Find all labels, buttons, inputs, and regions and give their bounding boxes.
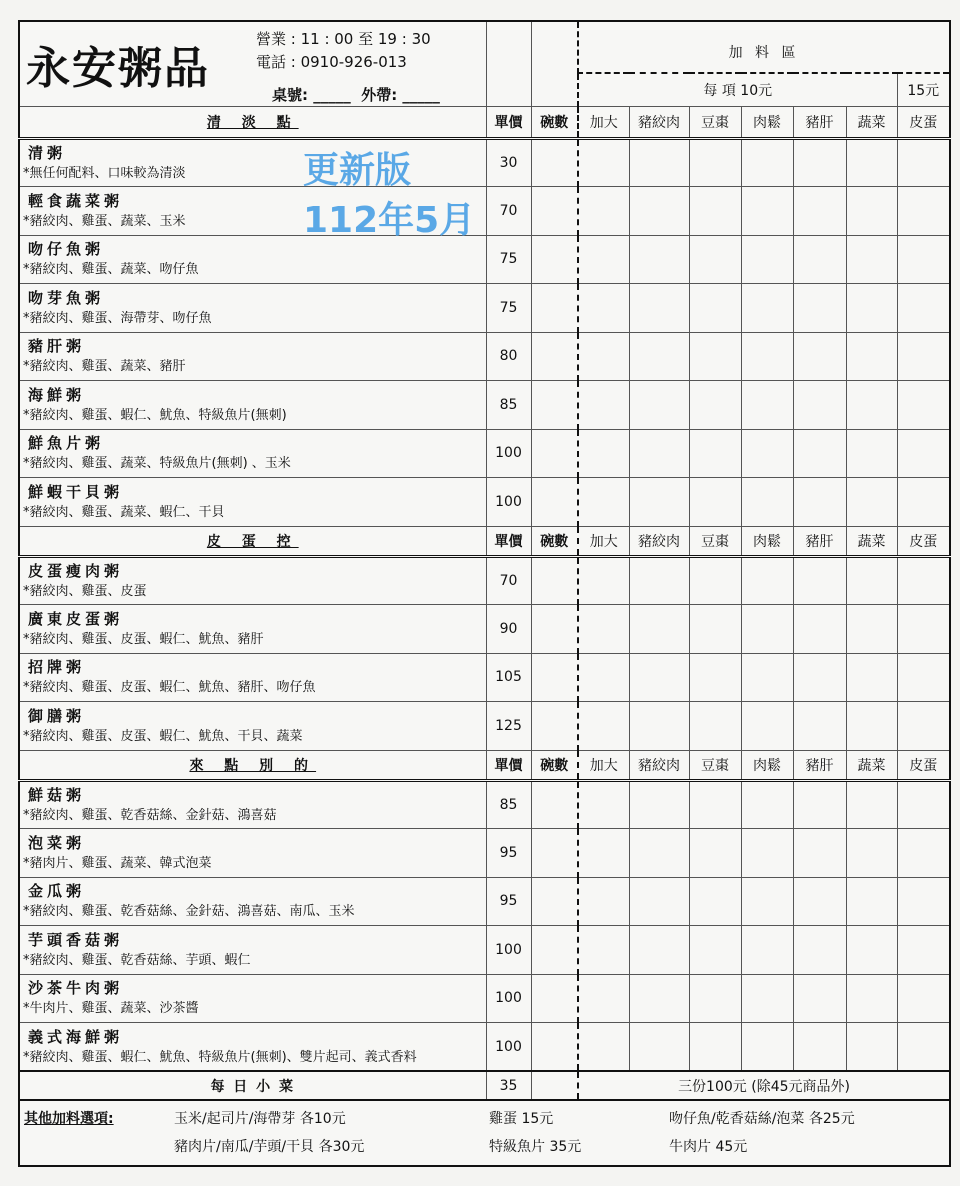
addon-column-header: 豬絞肉 <box>629 526 689 556</box>
item-price: 100 <box>486 1023 531 1072</box>
menu-item-row <box>19 235 950 284</box>
addon-column-header: 蔬菜 <box>846 526 897 556</box>
item-name: 沙茶牛肉粥 <box>28 979 124 998</box>
bowls-column-header: 碗數 <box>531 106 578 138</box>
addon-cell[interactable] <box>846 381 897 430</box>
addon-cell[interactable] <box>741 556 793 605</box>
addon-cell[interactable] <box>578 702 629 751</box>
addon-cell[interactable] <box>846 478 897 527</box>
addon-column-header: 肉鬆 <box>741 106 793 138</box>
addon-cell[interactable] <box>578 381 629 430</box>
item-price: 75 <box>486 284 531 333</box>
addon-cell[interactable] <box>897 877 950 926</box>
addon-cell[interactable] <box>793 974 846 1023</box>
menu-item <box>19 381 486 430</box>
menu-item-row <box>19 926 950 975</box>
addon-cell[interactable] <box>741 702 793 751</box>
item-name: 海鮮粥 <box>28 385 86 404</box>
addon-cell[interactable] <box>578 284 629 333</box>
addon-cell[interactable] <box>897 926 950 975</box>
addon-column-header: 豬絞肉 <box>629 106 689 138</box>
addon-cell[interactable] <box>793 332 846 381</box>
addon-cell[interactable] <box>897 381 950 430</box>
addon-cell[interactable] <box>629 1023 689 1072</box>
addon-cell[interactable] <box>741 187 793 236</box>
item-description: *豬絞肉、雞蛋、蝦仁、魷魚、特級魚片(無刺)、雙片起司、義式香料 <box>23 1049 417 1065</box>
addon-cell[interactable] <box>897 138 950 187</box>
bowl-count-cell[interactable] <box>531 829 578 878</box>
bowl-count-cell[interactable] <box>531 284 578 333</box>
item-name: 鮮魚片粥 <box>28 434 105 453</box>
item-price: 100 <box>486 926 531 975</box>
menu-item-row <box>19 556 950 605</box>
addon-cell[interactable] <box>846 187 897 236</box>
addon-cell[interactable] <box>793 429 846 478</box>
addon-option: 玉米/起司片/海帶芽 各10元 <box>174 1111 346 1127</box>
addon-cell[interactable] <box>846 332 897 381</box>
item-description: *豬絞肉、雞蛋、蝦仁、魷魚、特級魚片(無刺) <box>23 407 287 423</box>
addon-cell[interactable] <box>897 284 950 333</box>
addon-cell[interactable] <box>629 829 689 878</box>
addon-option: 吻仔魚/乾香菇絲/泡菜 各25元 <box>669 1111 855 1127</box>
addon-cell[interactable] <box>897 1023 950 1072</box>
addon-column-header: 豬絞肉 <box>629 750 689 780</box>
item-description: *豬絞肉、雞蛋、蔬菜、吻仔魚 <box>23 262 199 278</box>
item-description: *豬絞肉、雞蛋、蔬菜、玉米 <box>23 213 186 229</box>
addon-cell[interactable] <box>629 605 689 654</box>
addon-cell[interactable] <box>741 926 793 975</box>
addon-cell[interactable] <box>897 605 950 654</box>
addon-cell[interactable] <box>629 138 689 187</box>
section-title: 清 淡 點 <box>19 106 486 138</box>
menu-item <box>19 332 486 381</box>
addon-cell[interactable] <box>741 478 793 527</box>
addon-column-header: 豬肝 <box>793 526 846 556</box>
item-description: *豬絞肉、雞蛋、皮蛋 <box>23 583 147 599</box>
item-description: *豬絞肉、雞蛋、皮蛋、蝦仁、魷魚、豬肝、吻仔魚 <box>23 680 316 696</box>
daily-side-price: 35 <box>486 1071 531 1100</box>
item-price: 30 <box>486 138 531 187</box>
other-addons-row <box>19 1100 950 1166</box>
other-addons <box>19 1100 950 1166</box>
item-description: *無任何配料、口味較為清淡 <box>23 165 186 181</box>
addon-cell[interactable] <box>897 478 950 527</box>
addon-cell[interactable] <box>578 556 629 605</box>
menu-item <box>19 556 486 605</box>
addon-cell[interactable] <box>629 187 689 236</box>
item-name: 輕食蔬菜粥 <box>28 191 124 210</box>
addon-cell[interactable] <box>689 556 741 605</box>
egg-addon-price: 15元 <box>897 73 950 106</box>
bowl-count-cell[interactable] <box>531 974 578 1023</box>
addon-cell[interactable] <box>846 605 897 654</box>
addon-cell[interactable] <box>578 429 629 478</box>
addon-option: 牛肉片 45元 <box>669 1139 748 1155</box>
daily-bowl-count[interactable] <box>531 1071 578 1100</box>
addon-option: 豬肉片/南瓜/芋頭/干貝 各30元 <box>174 1139 365 1155</box>
stamp-line1: 更新版 <box>303 150 412 191</box>
other-addons-label: 其他加料選項: <box>24 1111 114 1127</box>
menu-item <box>19 284 486 333</box>
update-stamp <box>303 146 475 246</box>
addon-cell[interactable] <box>741 829 793 878</box>
item-name: 鮮蝦干貝粥 <box>28 482 124 501</box>
addon-column-header: 蔬菜 <box>846 106 897 138</box>
item-name: 皮蛋瘦肉粥 <box>28 561 124 580</box>
daily-side-name: 每 日 小 菜 <box>19 1071 486 1100</box>
item-name: 廣東皮蛋粥 <box>28 609 124 628</box>
menu-item-row <box>19 702 950 751</box>
bowl-count-cell[interactable] <box>531 556 578 605</box>
menu-item <box>19 478 486 527</box>
addon-column-header: 豆棗 <box>689 106 741 138</box>
addon-cell[interactable] <box>793 138 846 187</box>
addon-column-header: 豆棗 <box>689 526 741 556</box>
addon-cell[interactable] <box>793 605 846 654</box>
daily-side-deal: 三份100元 (除45元商品外) <box>578 1071 950 1100</box>
addon-cell[interactable] <box>629 381 689 430</box>
shop-logo: 永安粥品 <box>26 43 210 94</box>
addon-cell[interactable] <box>846 235 897 284</box>
addon-cell[interactable] <box>689 1023 741 1072</box>
addon-cell[interactable] <box>793 877 846 926</box>
section-title: 皮 蛋 控 <box>19 526 486 556</box>
item-name: 鮮菇粥 <box>28 785 86 804</box>
daily-side-row <box>19 1071 950 1100</box>
addon-cell[interactable] <box>846 829 897 878</box>
addon-cell[interactable] <box>578 605 629 654</box>
addon-cell[interactable] <box>793 284 846 333</box>
addon-cell[interactable] <box>741 138 793 187</box>
addon-cell[interactable] <box>846 702 897 751</box>
takeout-field[interactable]: 外帶: _____ <box>361 86 440 104</box>
addon-cell[interactable] <box>578 187 629 236</box>
item-description: *豬肉片、雞蛋、蔬菜、韓式泡菜 <box>23 855 212 871</box>
addon-cell[interactable] <box>741 332 793 381</box>
bowls-column-header: 碗數 <box>531 526 578 556</box>
menu-item-row <box>19 284 950 333</box>
addon-cell[interactable] <box>578 780 629 829</box>
addon-column-header: 豆棗 <box>689 750 741 780</box>
bowls-column-header: 碗數 <box>531 750 578 780</box>
menu-item-row <box>19 605 950 654</box>
item-name: 泡菜粥 <box>28 833 86 852</box>
menu-item-row <box>19 780 950 829</box>
addon-cell[interactable] <box>689 926 741 975</box>
item-description: *豬絞肉、雞蛋、乾香菇絲、金針菇、鴻喜菇 <box>23 807 277 823</box>
bowl-count-cell[interactable] <box>531 653 578 702</box>
bowl-count-cell[interactable] <box>531 478 578 527</box>
bowl-count-cell[interactable] <box>531 780 578 829</box>
item-price: 100 <box>486 478 531 527</box>
addon-cell[interactable] <box>689 381 741 430</box>
item-name: 御膳粥 <box>28 706 86 725</box>
addon-zone-title: 加 料 區 <box>578 21 950 73</box>
addon-column-header: 豬肝 <box>793 750 846 780</box>
item-name: 義式海鮮粥 <box>28 1027 124 1046</box>
menu-item <box>19 653 486 702</box>
addon-cell[interactable] <box>689 780 741 829</box>
item-price: 80 <box>486 332 531 381</box>
addon-cell[interactable] <box>629 235 689 284</box>
item-name: 吻仔魚粥 <box>28 240 105 259</box>
item-name: 吻芽魚粥 <box>28 288 105 307</box>
addon-cell[interactable] <box>689 877 741 926</box>
item-name: 清粥 <box>28 143 67 162</box>
addon-cell[interactable] <box>846 877 897 926</box>
menu-item <box>19 1023 486 1072</box>
item-price: 100 <box>486 974 531 1023</box>
addon-column-header: 皮蛋 <box>897 106 950 138</box>
item-description: *豬絞肉、雞蛋、皮蛋、蝦仁、魷魚、干貝、蔬菜 <box>23 728 303 744</box>
addon-cell[interactable] <box>741 974 793 1023</box>
addon-cell[interactable] <box>629 702 689 751</box>
addon-cell[interactable] <box>578 877 629 926</box>
addon-cell[interactable] <box>741 429 793 478</box>
section-title: 來 點 別 的 <box>19 750 486 780</box>
menu-item <box>19 926 486 975</box>
addon-cell[interactable] <box>741 780 793 829</box>
menu-item-row <box>19 478 950 527</box>
addon-cell[interactable] <box>741 877 793 926</box>
item-price: 70 <box>486 556 531 605</box>
addon-column-header: 加大 <box>578 526 629 556</box>
item-description: *豬絞肉、雞蛋、蔬菜、特級魚片(無刺) 、玉米 <box>23 456 291 472</box>
addon-cell[interactable] <box>897 429 950 478</box>
addon-cell[interactable] <box>793 653 846 702</box>
addon-cell[interactable] <box>629 877 689 926</box>
addon-cell[interactable] <box>846 429 897 478</box>
addon-cell[interactable] <box>897 187 950 236</box>
addon-cell[interactable] <box>897 556 950 605</box>
addon-cell[interactable] <box>578 332 629 381</box>
menu-item-row <box>19 1023 950 1072</box>
menu-item-row <box>19 138 950 187</box>
price-column-header: 單價 <box>486 750 531 780</box>
addon-cell[interactable] <box>629 974 689 1023</box>
section-header-row <box>19 526 950 556</box>
item-price: 70 <box>486 187 531 236</box>
addon-cell[interactable] <box>629 332 689 381</box>
addon-cell[interactable] <box>846 1023 897 1072</box>
table-number-field[interactable]: 桌號: _____ <box>272 86 351 104</box>
addon-column-header: 豬肝 <box>793 106 846 138</box>
section-header-row <box>19 106 950 138</box>
addon-cell[interactable] <box>629 780 689 829</box>
item-price: 105 <box>486 653 531 702</box>
addon-cell[interactable] <box>897 829 950 878</box>
addon-column-header: 蔬菜 <box>846 750 897 780</box>
addon-cell[interactable] <box>578 138 629 187</box>
addon-cell[interactable] <box>629 429 689 478</box>
menu-item <box>19 429 486 478</box>
addon-cell[interactable] <box>629 284 689 333</box>
item-price: 85 <box>486 381 531 430</box>
menu-item-row <box>19 653 950 702</box>
menu-item <box>19 877 486 926</box>
addon-cell[interactable] <box>846 284 897 333</box>
addon-cell[interactable] <box>578 653 629 702</box>
addon-cell[interactable] <box>741 605 793 654</box>
addon-column-header: 加大 <box>578 106 629 138</box>
price-column-header: 單價 <box>486 526 531 556</box>
addon-cell[interactable] <box>846 780 897 829</box>
addon-cell[interactable] <box>793 926 846 975</box>
bowl-count-cell[interactable] <box>531 1023 578 1072</box>
menu-item-row <box>19 381 950 430</box>
addon-cell[interactable] <box>741 284 793 333</box>
item-price: 75 <box>486 235 531 284</box>
business-hours: 營業 : 11 : 00 至 19 : 30 <box>256 30 431 48</box>
menu-item-row <box>19 974 950 1023</box>
addon-cell[interactable] <box>741 235 793 284</box>
menu-item <box>19 974 486 1023</box>
menu-item <box>19 605 486 654</box>
addon-cell[interactable] <box>689 605 741 654</box>
addon-cell[interactable] <box>689 478 741 527</box>
addon-price-each: 每 項 10元 <box>578 73 897 106</box>
shop-header <box>19 21 486 106</box>
addon-cell[interactable] <box>689 702 741 751</box>
bowl-count-cell[interactable] <box>531 702 578 751</box>
addon-cell[interactable] <box>793 556 846 605</box>
addon-cell[interactable] <box>846 556 897 605</box>
bowl-count-cell[interactable] <box>531 877 578 926</box>
item-price: 95 <box>486 829 531 878</box>
addon-cell[interactable] <box>793 478 846 527</box>
addon-cell[interactable] <box>689 138 741 187</box>
addon-cell[interactable] <box>629 653 689 702</box>
addon-cell[interactable] <box>578 829 629 878</box>
addon-cell[interactable] <box>578 974 629 1023</box>
menu-item-row <box>19 187 950 236</box>
addon-column-header: 加大 <box>578 750 629 780</box>
menu-item-row <box>19 877 950 926</box>
bowl-count-cell[interactable] <box>531 429 578 478</box>
order-form <box>18 20 951 1167</box>
addon-option: 雞蛋 15元 <box>489 1111 554 1127</box>
addon-cell[interactable] <box>897 780 950 829</box>
addon-cell[interactable] <box>846 926 897 975</box>
item-description: *豬絞肉、雞蛋、蔬菜、豬肝 <box>23 359 186 375</box>
stamp-line2: 112年5月 <box>303 200 476 241</box>
item-name: 豬肝粥 <box>28 337 86 356</box>
item-name: 招牌粥 <box>28 658 86 677</box>
addon-cell[interactable] <box>629 478 689 527</box>
phone-number: 電話 : 0910-926-013 <box>256 53 407 71</box>
price-column-header: 單價 <box>486 106 531 138</box>
item-description: *豬絞肉、雞蛋、蔬菜、蝦仁、干貝 <box>23 504 225 520</box>
item-name: 芋頭香菇粥 <box>28 930 124 949</box>
menu-item <box>19 829 486 878</box>
item-price: 95 <box>486 877 531 926</box>
section-header-row <box>19 750 950 780</box>
addon-cell[interactable] <box>578 478 629 527</box>
addon-cell[interactable] <box>897 702 950 751</box>
addon-cell[interactable] <box>689 332 741 381</box>
addon-cell[interactable] <box>578 235 629 284</box>
item-price: 90 <box>486 605 531 654</box>
menu-item-row <box>19 829 950 878</box>
addon-cell[interactable] <box>741 653 793 702</box>
bowl-count-cell[interactable] <box>531 235 578 284</box>
addon-cell[interactable] <box>578 1023 629 1072</box>
bowl-count-cell[interactable] <box>531 926 578 975</box>
bowl-count-cell[interactable] <box>531 187 578 236</box>
addon-cell[interactable] <box>846 653 897 702</box>
addon-cell[interactable] <box>897 235 950 284</box>
bowl-count-cell[interactable] <box>531 605 578 654</box>
addon-cell[interactable] <box>689 653 741 702</box>
addon-cell[interactable] <box>629 926 689 975</box>
item-name: 金瓜粥 <box>28 882 86 901</box>
addon-column-header: 皮蛋 <box>897 526 950 556</box>
addon-cell[interactable] <box>689 235 741 284</box>
addon-cell[interactable] <box>689 829 741 878</box>
addon-option: 特級魚片 35元 <box>489 1139 582 1155</box>
addon-column-header: 皮蛋 <box>897 750 950 780</box>
addon-cell[interactable] <box>578 926 629 975</box>
bowl-count-cell[interactable] <box>531 332 578 381</box>
addon-cell[interactable] <box>793 381 846 430</box>
menu-item-row <box>19 429 950 478</box>
menu-item-row <box>19 332 950 381</box>
addon-cell[interactable] <box>689 429 741 478</box>
addon-cell[interactable] <box>793 187 846 236</box>
item-description: *豬絞肉、雞蛋、乾香菇絲、金針菇、鴻喜菇、南瓜、玉米 <box>23 904 355 920</box>
addon-cell[interactable] <box>629 556 689 605</box>
addon-cell[interactable] <box>793 829 846 878</box>
bowl-count-cell[interactable] <box>531 381 578 430</box>
item-description: *牛肉片、雞蛋、蔬菜、沙茶醬 <box>23 1001 199 1017</box>
addon-cell[interactable] <box>689 187 741 236</box>
menu-item <box>19 702 486 751</box>
item-description: *豬絞肉、雞蛋、乾香菇絲、芋頭、蝦仁 <box>23 952 251 968</box>
addon-cell[interactable] <box>741 381 793 430</box>
item-price: 85 <box>486 780 531 829</box>
addon-cell[interactable] <box>793 702 846 751</box>
item-price: 125 <box>486 702 531 751</box>
addon-cell[interactable] <box>846 138 897 187</box>
addon-column-header: 肉鬆 <box>741 750 793 780</box>
addon-cell[interactable] <box>793 235 846 284</box>
addon-cell[interactable] <box>897 332 950 381</box>
bowl-count-cell[interactable] <box>531 138 578 187</box>
item-description: *豬絞肉、雞蛋、皮蛋、蝦仁、魷魚、豬肝 <box>23 631 264 647</box>
item-description: *豬絞肉、雞蛋、海帶芽、吻仔魚 <box>23 310 212 326</box>
addon-cell[interactable] <box>846 974 897 1023</box>
addon-cell[interactable] <box>741 1023 793 1072</box>
addon-cell[interactable] <box>689 284 741 333</box>
item-price: 100 <box>486 429 531 478</box>
addon-column-header: 肉鬆 <box>741 526 793 556</box>
addon-cell[interactable] <box>897 653 950 702</box>
addon-cell[interactable] <box>897 974 950 1023</box>
addon-cell[interactable] <box>793 1023 846 1072</box>
menu-item <box>19 780 486 829</box>
addon-cell[interactable] <box>793 780 846 829</box>
addon-cell[interactable] <box>689 974 741 1023</box>
